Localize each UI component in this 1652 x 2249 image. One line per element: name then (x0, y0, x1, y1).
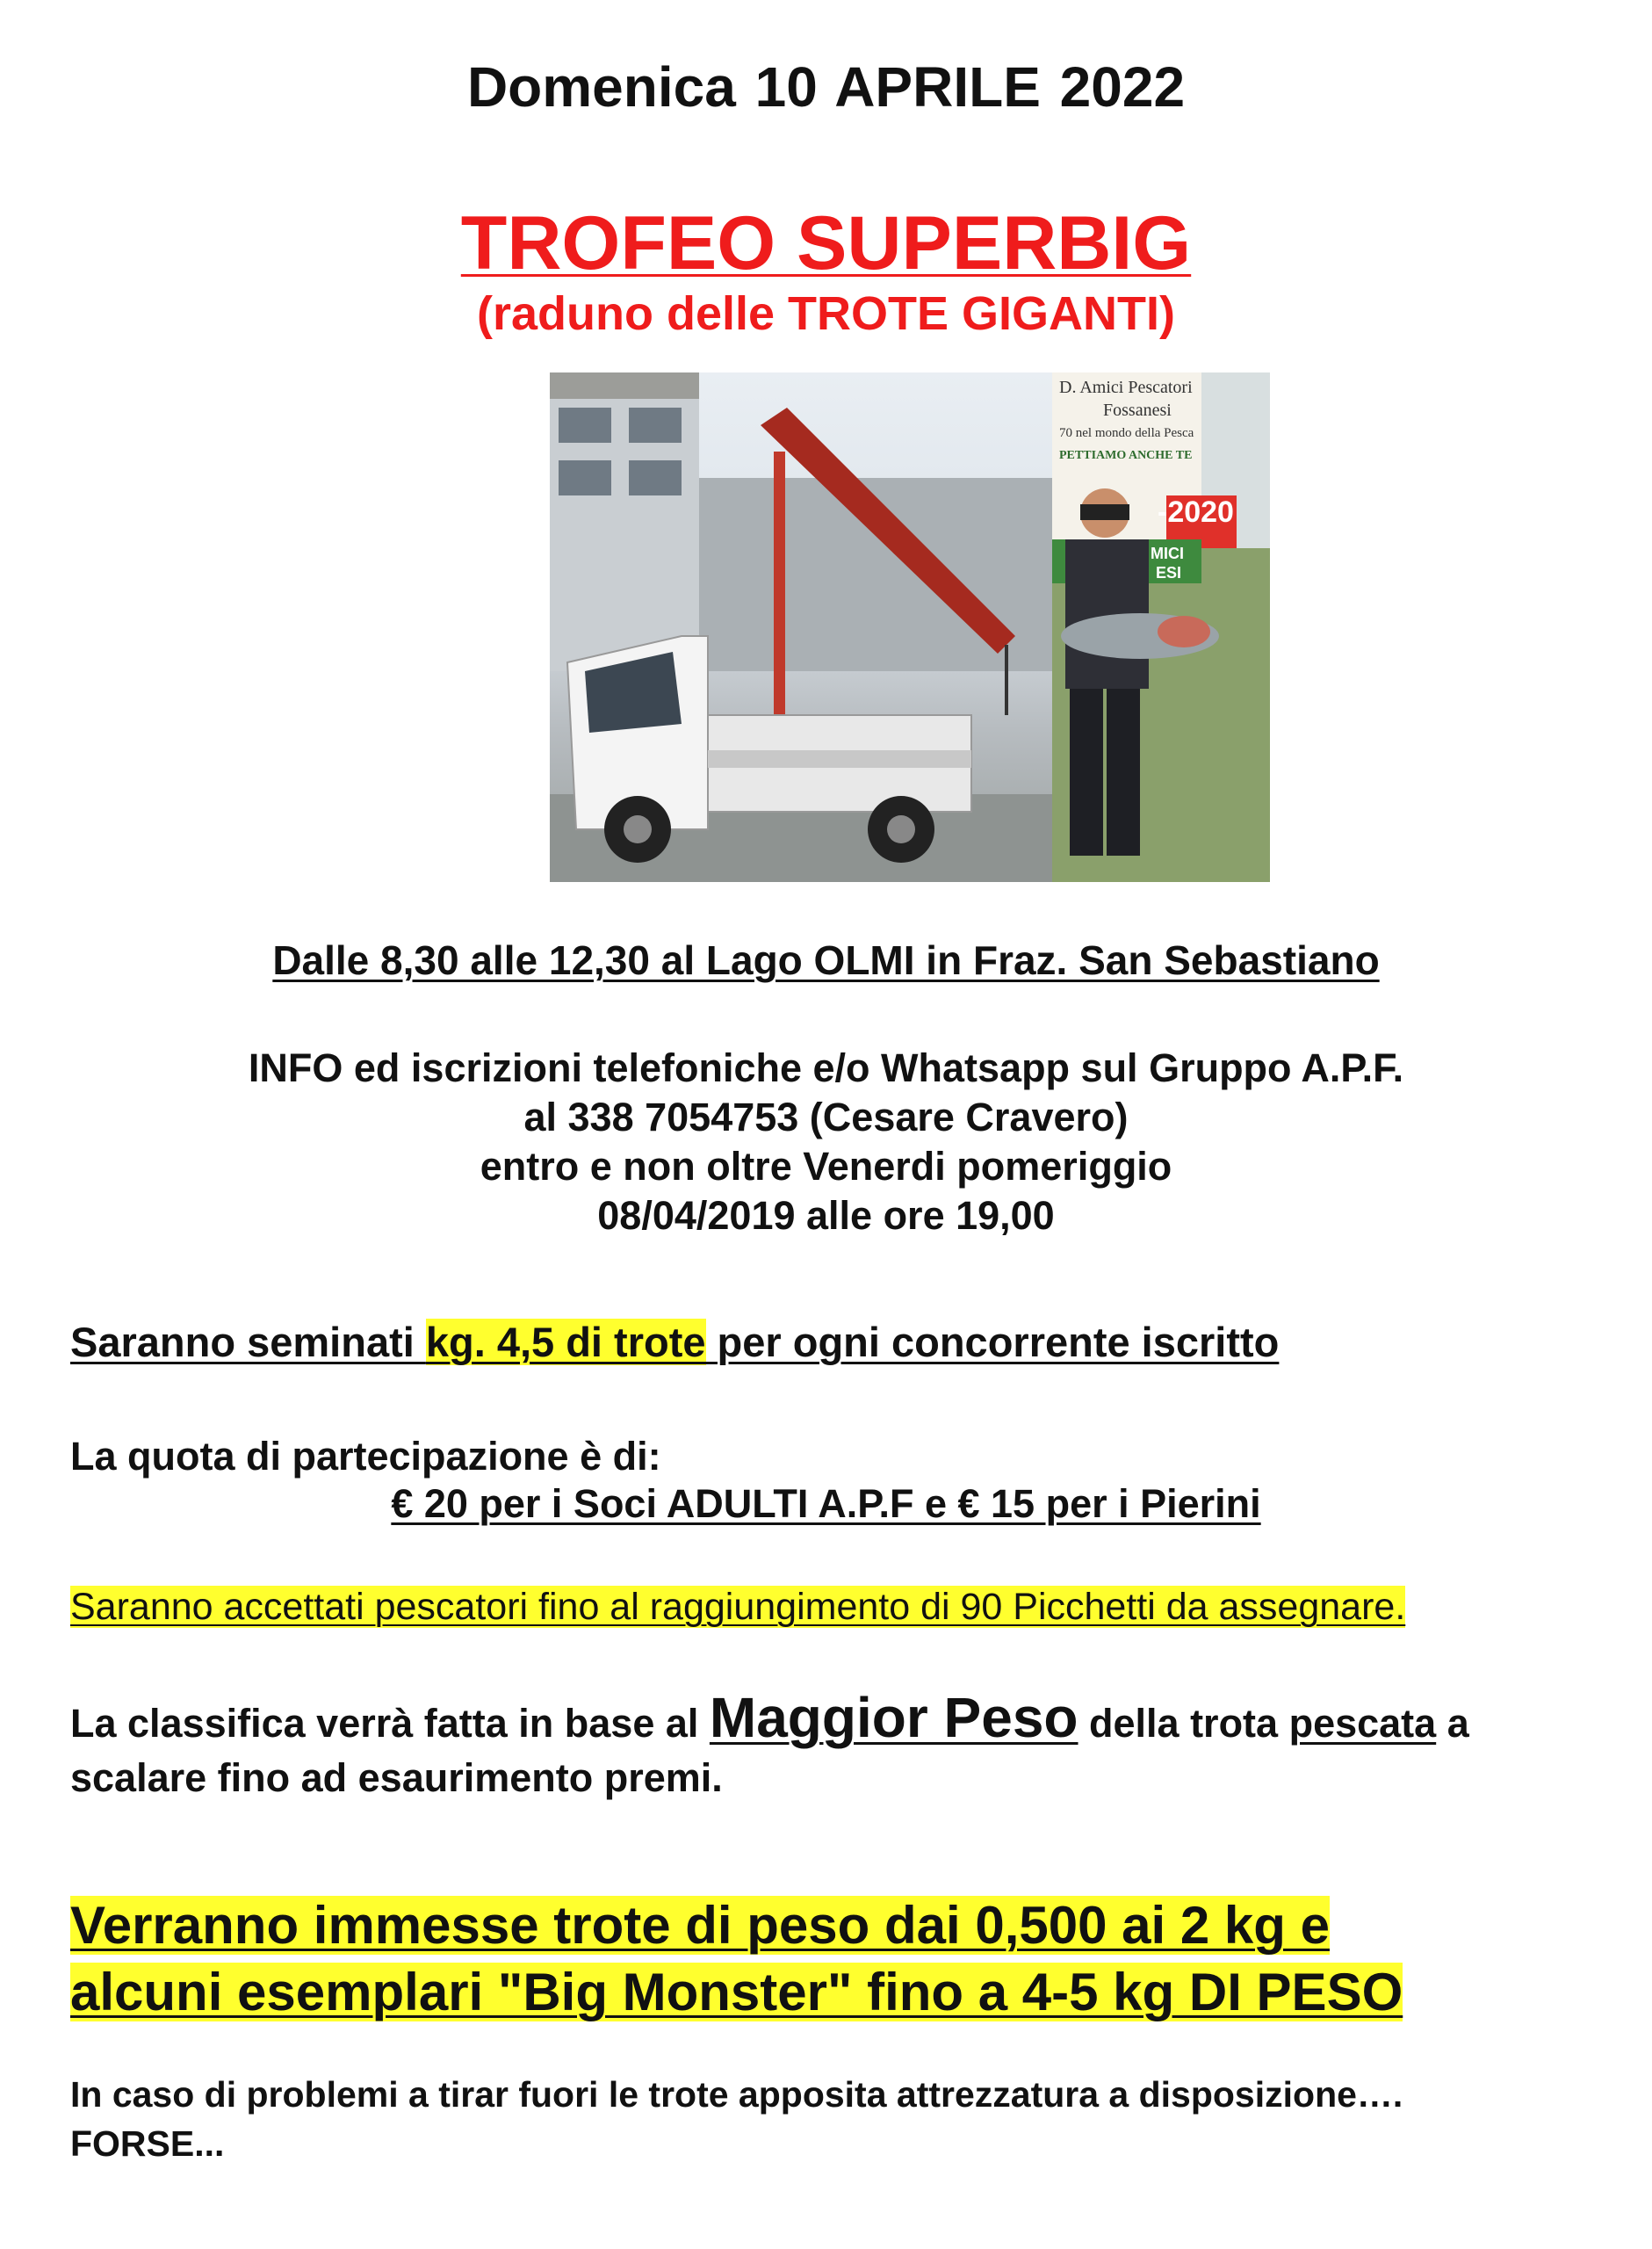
stocking-after: per ogni concorrente iscritto (705, 1319, 1280, 1365)
ranking-part-1: La classifica verrà fatta in base al (70, 1701, 710, 1746)
event-title-text: TROFEO SUPERBIG (460, 201, 1192, 286)
info-line-1: INFO ed iscrizioni telefoniche e/o Whatsapp sul Gruppo A.P.F. (248, 1045, 1404, 1090)
ranking-big: Maggior Peso (709, 1686, 1078, 1749)
truck-crane-photo-icon (550, 372, 1052, 882)
banner-word-1: MICI (1151, 545, 1184, 562)
ranking-rules (70, 1686, 1563, 1805)
participant-limit (70, 1581, 1537, 1632)
quota-label: La quota di partecipazione è di: (70, 1434, 661, 1479)
banner-line-4: PETTIAMO ANCHE TE (1059, 449, 1193, 462)
photo-collage (550, 372, 1270, 882)
footer-note: In caso di problemi a tirar fuori le trote apposita attrezzatura a disposizione…. FORSE... (70, 2074, 1403, 2164)
banner-line-1: D. Amici Pescatori (1059, 378, 1193, 397)
event-subtitle: (raduno delle TROTE GIGANTI) (477, 287, 1175, 340)
info-line-4: 08/04/2019 alle ore 19,00 (597, 1193, 1055, 1238)
event-title (0, 200, 1652, 287)
quota-value (0, 1481, 1652, 1527)
quota-value-text: € 20 per i Soci ADULTI A.P.F e € 15 per i Pierini (391, 1481, 1261, 1526)
stocking-before: Saranno seminati (70, 1319, 426, 1365)
stocking-highlight: kg. 4,5 di trote (425, 1319, 706, 1365)
banner-line-3: 70 nel mondo della Pesca (1059, 426, 1194, 440)
trout-info-line-2-text: alcuni esemplari "Big Monster" fino a 4-5 kg DI PESO (70, 1963, 1403, 2021)
banner-line-2: Fossanesi (1103, 401, 1172, 420)
event-hours (0, 936, 1652, 984)
info-line-2: al 338 7054753 (Cesare Cravero) (523, 1095, 1129, 1139)
banner-word-2: ESI (1156, 564, 1182, 582)
trout-info-line-1 (70, 1892, 1330, 1959)
stocking-statement (70, 1318, 1279, 1366)
participant-limit-text: Saranno accettati pescatori fino al raggiungimento di 90 Picchetti da assegnare. (70, 1586, 1406, 1628)
ranking-part-3: pescata (1288, 1701, 1437, 1746)
event-hours-text: Dalle 8,30 alle 12,30 al Lago OLMI in Fraz. San Sebastiano (272, 937, 1380, 983)
ranking-part-2: della trota (1078, 1701, 1289, 1746)
truck-crane-illustration (550, 372, 1052, 882)
banner-year: -2020 (1158, 495, 1234, 529)
fisherman-with-trout-photo-icon (1052, 372, 1270, 882)
trout-info-line-1-text: Verranno immesse trote di peso dai 0,500 ai 2 kg e (70, 1896, 1330, 1955)
trout-info-line-2 (70, 1959, 1403, 2026)
event-date: Domenica 10 APRILE 2022 (466, 55, 1186, 119)
ranking-part-4: a scalare fino ad esaurimento premi. (70, 1701, 1469, 1800)
info-line-3: entro e non oltre Venerdi pomeriggio (480, 1144, 1172, 1189)
